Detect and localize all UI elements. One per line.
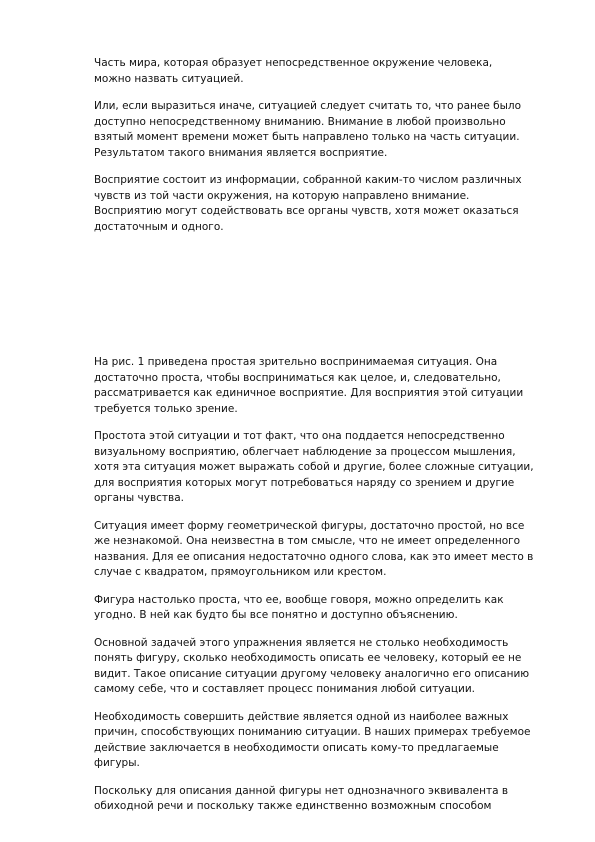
text-line: причин, способствующих пониманию ситуации. В наших примерах требуемое (94, 726, 531, 738)
text-line: На рис. 1 приведена простая зрительно воспринимаемая ситуация. Она (94, 356, 498, 368)
text-line: Часть мира, которая образует непосредственное окружение человека, (94, 57, 493, 69)
text-line: случае с квадратом, прямоугольником или крестом. (94, 566, 387, 578)
text-line: Фигура настолько проста, что ее, вообще говоря, можно определить как (94, 593, 504, 606)
text-line: Поскольку для описания данной фигуры нет однозначного эквивалента в (94, 784, 509, 797)
paragraph (84, 784, 554, 815)
paragraph (84, 593, 554, 624)
text-line: названия. Для ее описания недостаточно одного слова, как это имеет место в (94, 550, 534, 563)
text-line: доступно непосредственному вниманию. Внимание в любой произвольно (94, 115, 506, 128)
text-line: понять фигуру, сколько необходимость описать ее человеку, который ее не (94, 652, 522, 664)
text-line: требуется только зрение. (94, 402, 238, 415)
paragraph (84, 519, 554, 581)
text-line: можно назвать ситуацией. (94, 72, 244, 85)
text-line: для восприятия которых могут потребоваться наряду со зрением и другие (94, 476, 515, 489)
text-line: же незнакомой. Она неизвестна в том смысле, что не имеет определенного (94, 535, 521, 547)
paragraph (84, 710, 554, 772)
text-line: достаточным и одного. (94, 220, 224, 233)
text-line: самому себе, что и составляет процесс понимания любой ситуации. (94, 683, 475, 695)
text-line: Результатом такого внимания является восприятие. (94, 146, 388, 159)
text-line: видит. Такое описание ситуации другому человеку аналогично его описанию (94, 667, 530, 680)
text-line: Восприятию могут содействовать все органы чувств, хотя может оказаться (94, 205, 519, 217)
paragraph (84, 355, 554, 417)
text-line: угодно. В ней как будто бы все понятно и доступно объяснению. (94, 609, 458, 621)
text-line: Ситуация имеет форму геометрической фигуры, достаточно простой, но все (94, 519, 525, 532)
text-line: хотя эта ситуация может выражать собой и другие, более сложные ситуации, (94, 461, 534, 473)
paragraph (84, 429, 554, 507)
text-line: действие заключается в необходимости описать кому-то предлагаемые (94, 741, 499, 754)
text-line: рассматривается как единичное восприятие. Для восприятия этой ситуации (94, 387, 524, 399)
paragraph (84, 173, 554, 235)
text-block-top (84, 56, 554, 247)
text-line: Основной задачей этого упражнения является не столько необходимость (94, 636, 509, 649)
text-line: Восприятие состоит из информации, собранной каким-то числом различных (94, 174, 522, 186)
text-line: фигуры. (94, 757, 140, 769)
paragraph (84, 56, 554, 87)
text-line: обиходной речи и поскольку также единственно возможным способом (94, 800, 492, 812)
text-line: визуальному восприятию, облегчает наблюдение за процессом мышления, (94, 445, 516, 458)
text-line: Простота этой ситуации и тот факт, что она поддается непосредственно (94, 430, 505, 442)
paragraph (84, 99, 554, 161)
text-line: достаточно проста, чтобы восприниматься как целое, и, следовательно, (94, 371, 501, 384)
paragraph (84, 636, 554, 698)
text-line: Или, если выразиться иначе, ситуацией следует считать то, что ранее было (94, 100, 522, 112)
text-line: чувств из той части окружения, на которую направлено внимание. (94, 189, 470, 202)
text-line: Необходимость совершить действие является одной из наиболее важных (94, 710, 509, 723)
text-line: органы чувства. (94, 492, 184, 504)
text-line: взятый момент времени может быть направлено только на часть ситуации. (94, 131, 520, 143)
text-block-bottom (84, 355, 554, 827)
